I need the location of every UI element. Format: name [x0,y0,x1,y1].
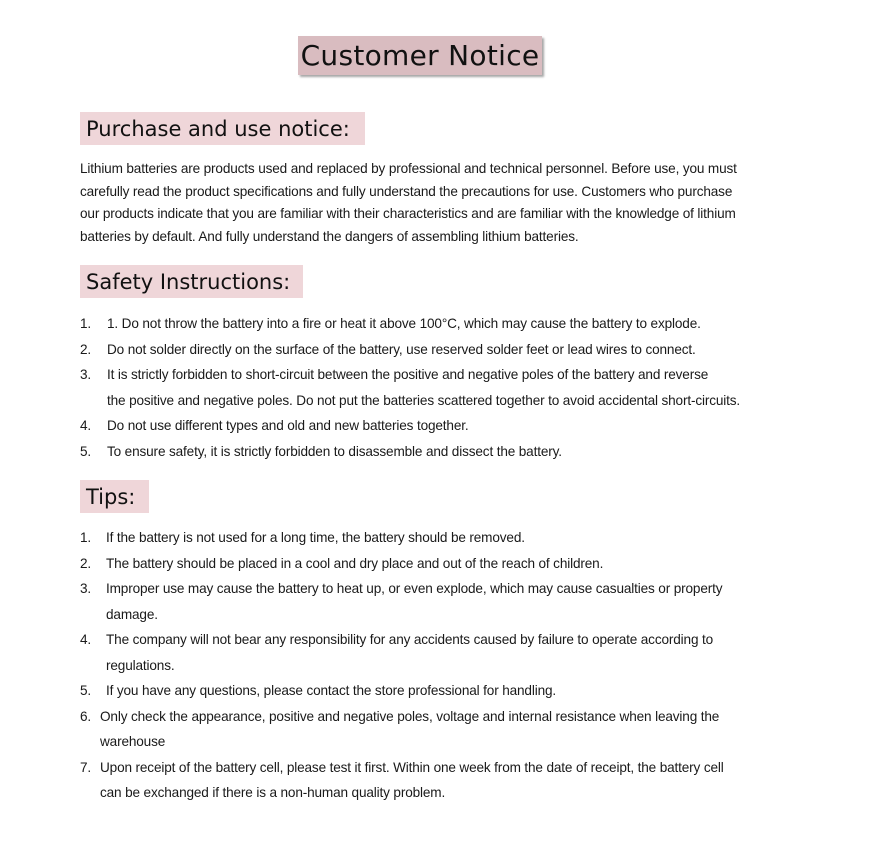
item-number: 6. [80,708,92,724]
item-number: 3. [80,581,92,596]
list-item [80,627,724,678]
purchase-line: our products indicate that you are familiar with their characteristics and are familiar with the knowledge of lithium [80,206,736,222]
item-text: 1. Do not throw the battery into a fire or heat it above 100°C, which may cause the battery to explode. [107,316,701,331]
purchase-heading: Purchase and use notice: [80,112,365,145]
safety-list [80,311,740,464]
purchase-paragraph [80,158,780,249]
item-text: Improper use may cause the battery to heat up, or even explode, which may cause casualties or property [106,581,723,596]
list-item [80,525,724,551]
item-number: 1. [80,316,92,331]
item-number: 2. [80,555,92,571]
item-text: If the battery is not used for a long time, the battery should be removed. [106,530,525,545]
item-text: warehouse [100,734,166,749]
purchase-line: carefully read the product specifications and fully understand the precautions for use. Customers who purchase [80,183,733,199]
item-text: regulations. [106,657,175,673]
item-number: 2. [80,341,92,357]
list-item [80,362,740,413]
item-text: The company will not bear any responsibility for any accidents caused by failure to operate according to [106,632,714,647]
item-number: 5. [80,443,92,459]
item-text: If you have any questions, please contact the store professional for handling. [106,683,557,698]
list-item [80,755,724,806]
item-number: 4. [80,632,92,647]
item-text: Do not solder directly on the surface of the battery, use reserved solder feet or lead wires to connect. [107,341,696,357]
page-title: Customer Notice [298,36,542,75]
item-number: 3. [80,367,92,382]
item-number: 7. [80,759,92,775]
item-text: Upon receipt of the battery cell, please test it first. Within one week from the date of receipt, the battery cell [100,759,724,775]
list-item [80,576,724,627]
item-text: the positive and negative poles. Do not put the batteries scattered together to avoid accidental short-circuits. [107,392,741,408]
list-item [80,311,740,337]
purchase-line: Lithium batteries are products used and replaced by professional and technical personnel. Before use, you must [80,161,737,176]
item-text: damage. [106,606,158,622]
list-item [80,704,724,755]
tips-heading: Tips: [80,480,149,513]
item-text: Only check the appearance, positive and negative poles, voltage and internal resistance when leaving the [100,708,720,724]
item-text: It is strictly forbidden to short-circuit between the positive and negative poles of the battery and reverse [107,367,709,382]
tips-list [80,525,724,806]
item-text: To ensure safety, it is strictly forbidden to disassemble and dissect the battery. [107,443,562,459]
list-item [80,413,740,439]
safety-heading: Safety Instructions: [80,265,303,298]
item-number: 4. [80,418,92,433]
item-text: The battery should be placed in a cool and dry place and out of the reach of children. [106,555,604,571]
item-number: 5. [80,683,92,698]
item-number: 1. [80,530,92,545]
item-text: Do not use different types and old and new batteries together. [107,418,469,433]
list-item [80,337,740,363]
list-item [80,439,740,465]
list-item [80,678,724,704]
item-text: can be exchanged if there is a non-human quality problem. [100,785,446,800]
purchase-line: batteries by default. And fully understand the dangers of assembling lithium batteries. [80,229,579,245]
list-item [80,551,724,577]
